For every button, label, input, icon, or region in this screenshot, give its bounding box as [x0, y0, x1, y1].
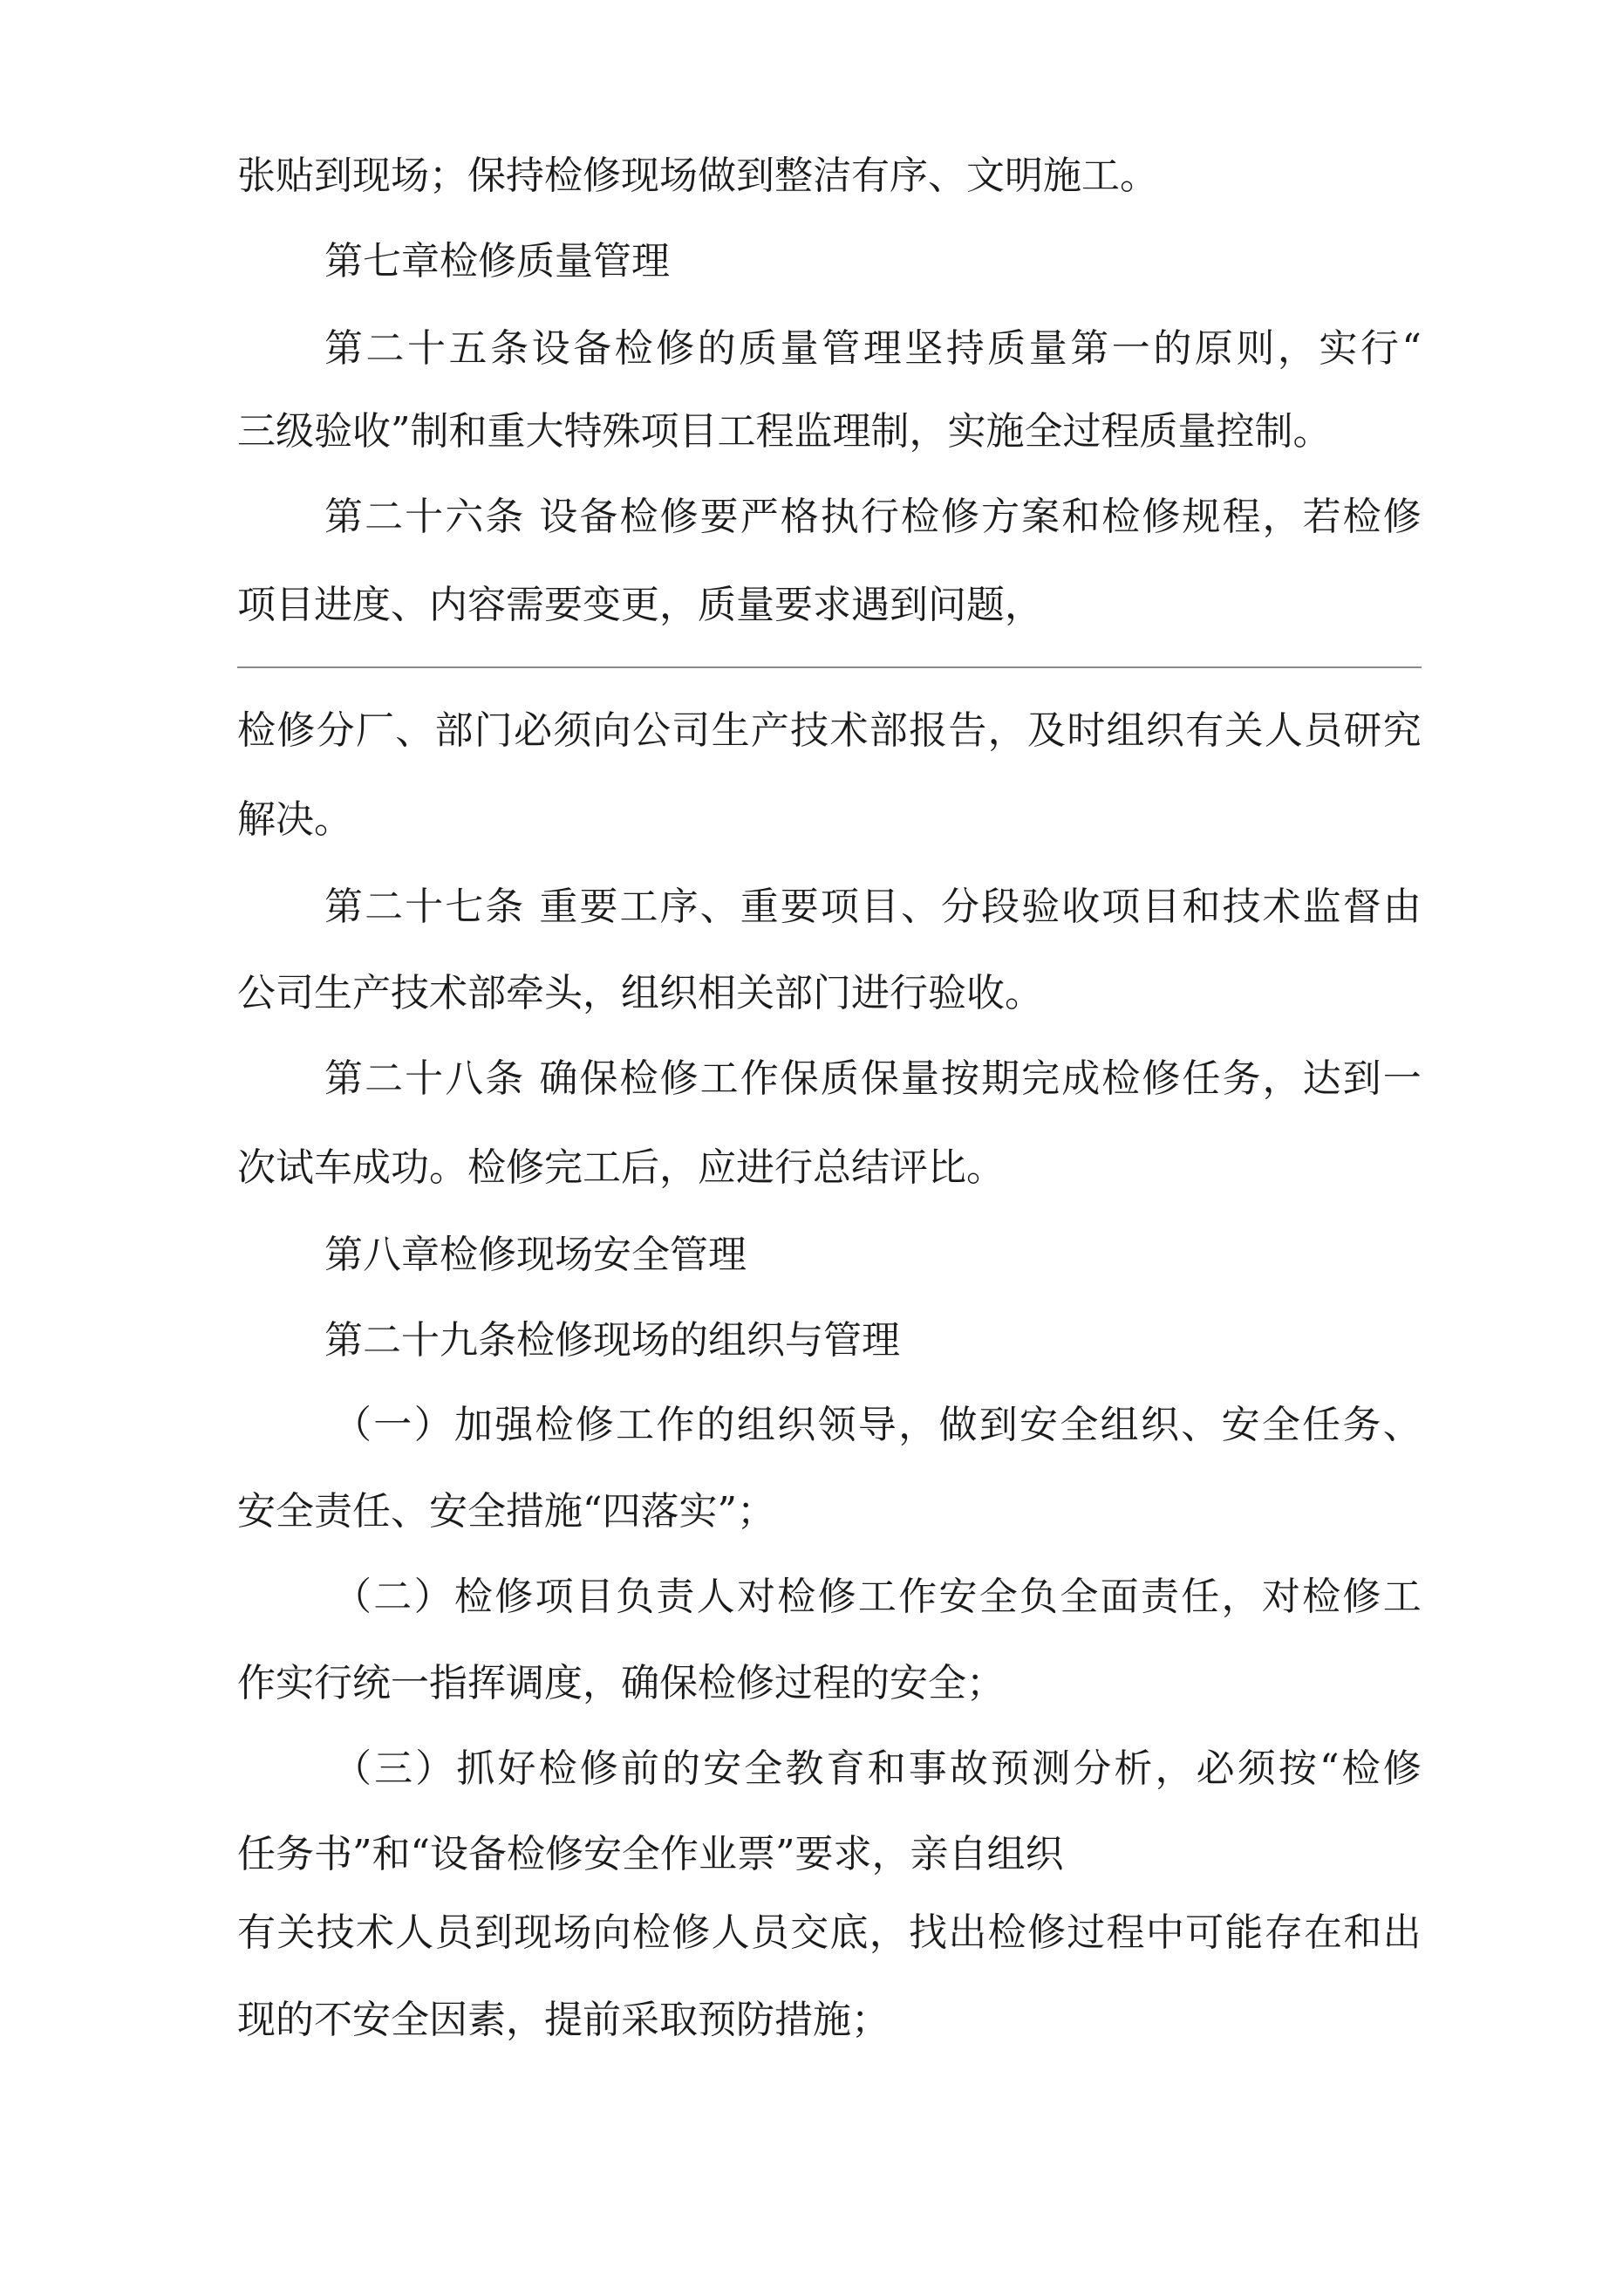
text-line: 公司生产技术部牵头，组织相关部门进行验收。 — [237, 971, 1043, 1015]
text-line: 现的不安全因素，提前采取预防措施； — [237, 1998, 890, 2042]
text-line: （ 一 ） 加 强 检 修 工 作 的 组 织 领 导 ， 做 到 安 全 组 织 、 安 全 任 务 、 — [333, 1403, 1422, 1447]
text-line: 第 二 十 六 条 设 备 检 修 要 严 格 执 行 检 修 方 案 和 检 修 规 程 ， 若 检 修 — [324, 495, 1422, 539]
text-line: 作实行统一指挥调度，确保检修过程的安全； — [237, 1661, 1005, 1705]
text-line: 检 修 分 厂 、 部 门 必 须 向 公 司 生 产 技 术 部 报 告 ， 及 时 组 织 有 关 人 员 研 究 — [237, 708, 1422, 753]
text-line: 解决。 — [237, 797, 352, 842]
text-line: 项目进度、内容需要变更，质量要求遇到问题， — [237, 583, 1043, 627]
text-line: （ 二 ） 检 修 项 目 负 责 人 对 检 修 工 作 安 全 负 全 面 责 任 ， 对 检 修 工 — [333, 1575, 1422, 1619]
text-line: 安全责任、安全措施“四落实”； — [237, 1489, 775, 1534]
text-line: （ 三 ） 抓 好 检 修 前 的 安 全 教 育 和 事 故 预 测 分 析 ， 必 须 按 “ 检 修 — [333, 1746, 1422, 1791]
text-line: 第 二 十 五 条 设 备 检 修 的 质 量 管 理 坚 持 质 量 第 一 的 原 则 ， 实 行 “ — [324, 326, 1422, 371]
chapter-heading: 第七章检修质量管理 — [324, 239, 670, 284]
text-line: 张贴到现场；保持检修现场做到整洁有序、文明施工。 — [237, 154, 1158, 198]
text-line: 第 二 十 八 条 确 保 检 修 工 作 保 质 保 量 按 期 完 成 检 修 任 务 ， 达 到 一 — [324, 1056, 1422, 1101]
text-line: 任务书”和“设备检修安全作业票”要求，亲自组织 — [237, 1832, 1064, 1876]
text-line: 有 关 技 术 人 员 到 现 场 向 检 修 人 员 交 底 ， 找 出 检 修 过 程 中 可 能 存 在 和 出 — [237, 1910, 1422, 1955]
chapter-heading: 第八章检修现场安全管理 — [324, 1233, 747, 1277]
page-divider — [237, 666, 1422, 668]
text-line: 第二十九条检修现场的组织与管理 — [324, 1318, 900, 1363]
text-line: 三级验收”制和重大特殊项目工程监理制，实施全过程质量控制。 — [237, 409, 1332, 454]
text-line: 次试车成功。检修完工后，应进行总结评比。 — [237, 1145, 1005, 1190]
text-line: 第 二 十 七 条 重 要 工 序 、 重 要 项 目 、 分 段 验 收 项 目 和 技 术 监 督 由 — [324, 885, 1422, 929]
